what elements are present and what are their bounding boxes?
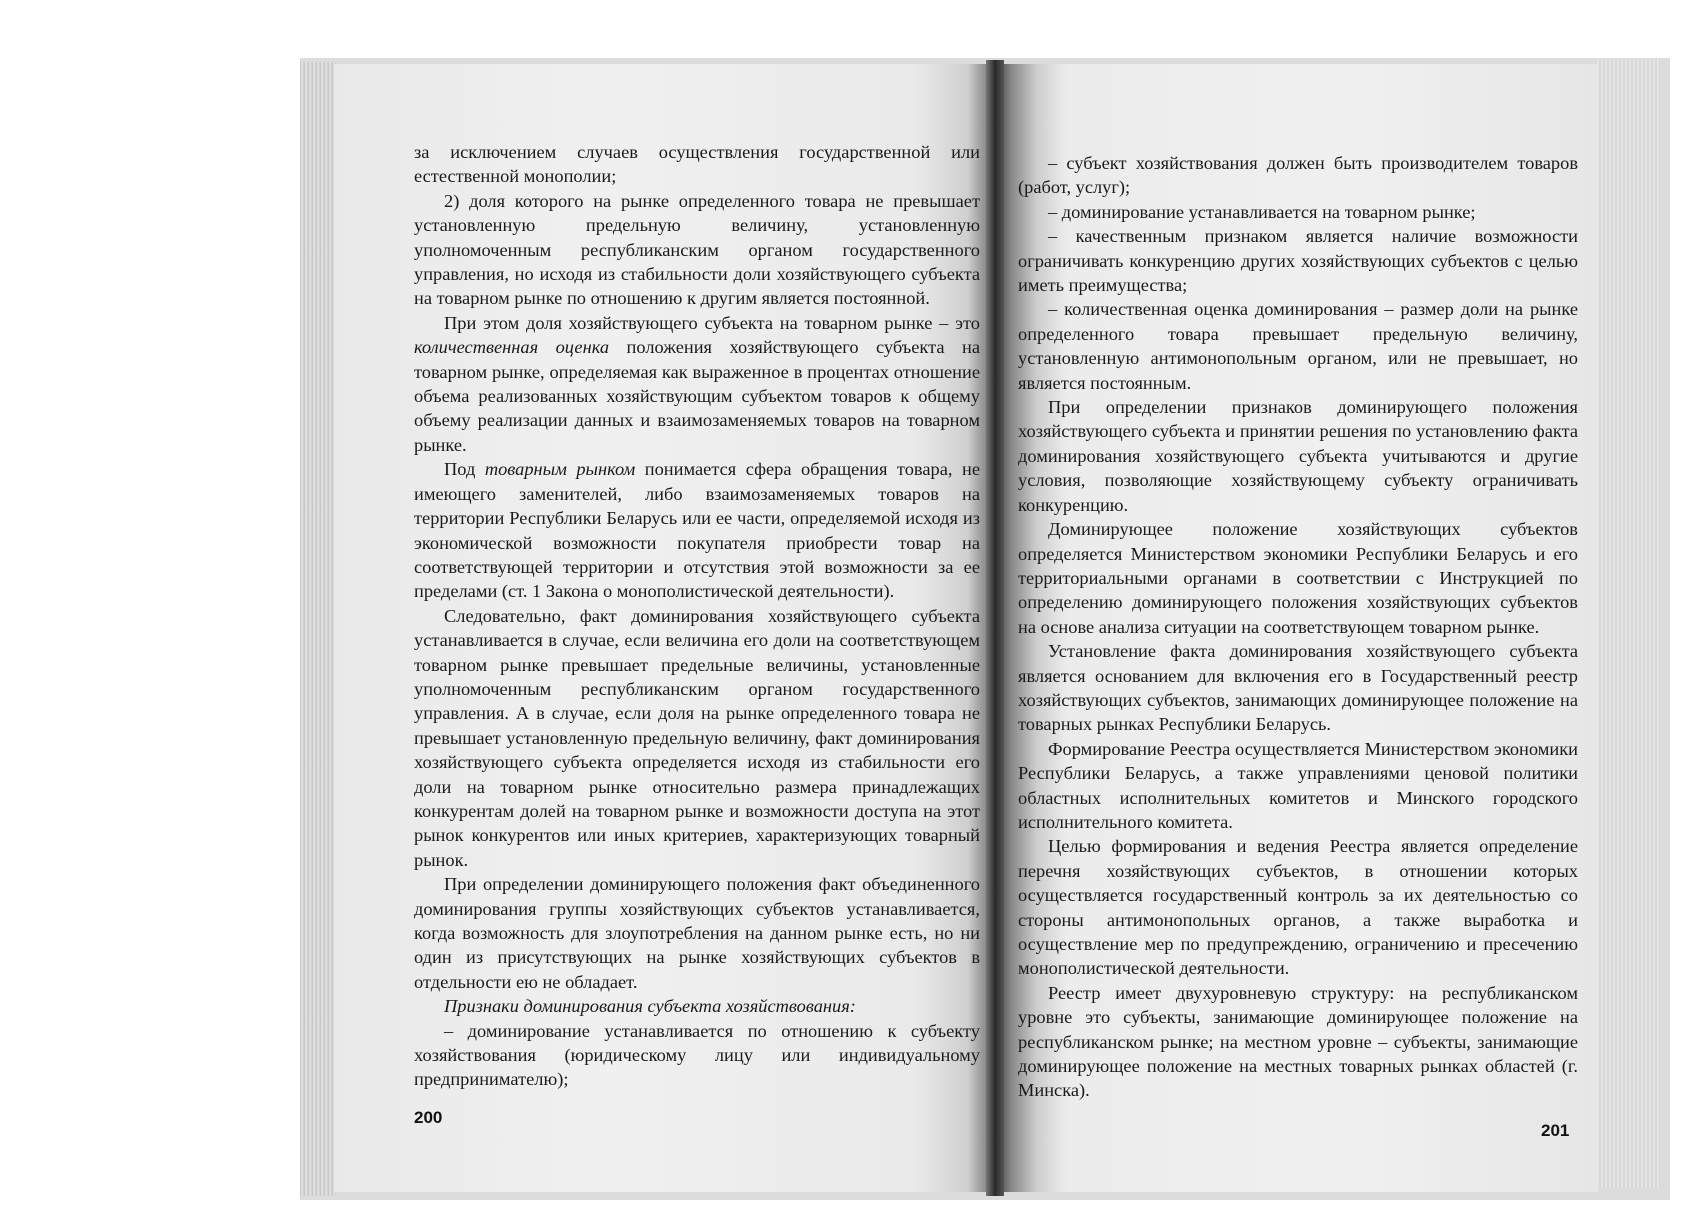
paragraph: за исключением случаев осуществления государственной или естественной монополии; [414, 142, 980, 187]
paragraph: Доминирующее положение хозяйствующих субъектов определяется Министерством экономики Республики Беларусь и его территориальными органами в соответствии с Инструкцией по определению доминирующего положения хозяйствующих субъектов на основе анализа ситуации на соответствующем товарном рынке. [1018, 519, 1578, 637]
paragraph: Установление факта доминирования хозяйствующего субъекта является основанием для включения его в Государственный реестр хозяйствующих субъектов, занимающих доминирующее положение на товарных рынках Республики Беларусь. [1018, 641, 1578, 735]
paragraph: 2) доля которого на рынке определенного товара не превышает установленную предельную величину, установленную уполномоченным республиканским органом государственного управления, но исходя из стабильности доли хозяйствующего субъекта на товарном рынке по отношению к другим является постоянной. [414, 190, 980, 309]
paragraph: Реестр имеет двухуровневую структуру: на республиканском уровне это субъекты, занимающие доминирующее положение на республиканском рынке; на местном уровне – субъекты, занимающие доминирующее положение на местных товарных рынках областей (г. Минска). [1018, 982, 1578, 1101]
right-page-text [1018, 151, 1578, 1103]
paragraph: – субъект хозяйствования должен быть производителем товаров (работ, услуг); [1018, 153, 1578, 198]
paragraph: При определении доминирующего положения факт объединенного доминирования группы хозяйствующих субъектов устанавливается, когда возможность для злоупотребления на данном рынке есть, но ни один из присутствующих на рынке хозяйствующих субъектов в отдельности ею не обладает. [414, 874, 980, 992]
paragraph: Следовательно, факт доминирования хозяйствующего субъекта устанавливается в случае, если величина его доли на соответствующем товарном рынке превышает предельные величины, установленные уполномоченным республиканским органом государственного управления. А в случае, если доля на рынке определенного товара не превышает установленную предельную величину, факт доминирования хозяйствующего субъекта определяется исходя из стабильности его доли на товарном рынке относительно размера принадлежащих конкурентам долей на товарном рынке и возможности доступа на этот рынок конкурентов или иных критериев, характеризующих товарный рынок. [414, 605, 980, 870]
paragraph: – доминирование устанавливается на товарном рынке; [1048, 201, 1476, 222]
paragraph [414, 311, 980, 457]
paragraph [414, 457, 980, 603]
paragraph: При определении признаков доминирующего положения хозяйствующего субъекта и принятии решения по установлению факта доминирования хозяйствующего субъекта учитываются и другие условия, позволяющие хозяйствующему субъекту ограничивать конкуренцию. [1018, 397, 1578, 515]
heading-emphasis: Признаки доминирования субъекта хозяйствования: [444, 996, 856, 1017]
paragraph: – качественным признаком является наличие возможности ограничивать конкуренцию других хозяйствующих субъектов с целью иметь преимущества; [1018, 226, 1578, 296]
term-emphasis: товарным рынком [484, 459, 636, 480]
paragraph: – доминирование устанавливается по отношению к субъекту хозяйствования (юридическому лицу или индивидуальному предпринимателю); [414, 1020, 980, 1090]
page-number-right: 201 [1541, 1121, 1570, 1140]
paragraph: Целью формирования и ведения Реестра является определение перечня хозяйствующих субъектов, в отношении которых осуществляется государственный контроль за их деятельностью со стороны антимонопольных органов, а также выработка и осуществление мер по предупреждению, ограничению и пресечению монополистической деятельности. [1018, 836, 1578, 979]
page-number-left: 200 [414, 1108, 443, 1127]
left-page-edges [300, 62, 336, 1196]
text-run: При этом доля хозяйствующего субъекта на товарном рынке – это [444, 312, 980, 333]
text-run: положения хозяйствующего субъекта на товарном рынке, определяемая как выраженное в процентах отношение объема реализованных хозяйствующим субъектом товаров к общему объему реализации данных и взаимозаменяемых товаров на товарном рынке. [414, 337, 980, 455]
left-page-text [414, 140, 980, 1092]
right-page-edges [1596, 58, 1660, 1188]
text-run: понимается сфера обращения товара, не имеющего заменителей, либо взаимозаменяемых товаров на территории Республики Беларусь или ее части, определяемой исходя из экономической возможности покупателя приобрести товар на соответствующей территории и отсутствия этой возможности за ее пределами (ст. 1 Закона о монополистической деятельности). [414, 459, 980, 602]
term-emphasis: количественная оценка [414, 337, 610, 358]
text-run: Под [444, 459, 485, 480]
section-heading [414, 994, 980, 1018]
paragraph: Формирование Реестра осуществляется Министерством экономики Республики Беларусь, а также управлениями ценовой политики областных исполнительных комитетов и Минского городского исполнительного комитета. [1018, 738, 1578, 832]
book-spine [986, 60, 1004, 1196]
paragraph: – количественная оценка доминирования – размер доли на рынке определенного товара превышает предельную величину, установленную антимонопольным органом, или не превышает, но является постоянным. [1018, 299, 1578, 393]
